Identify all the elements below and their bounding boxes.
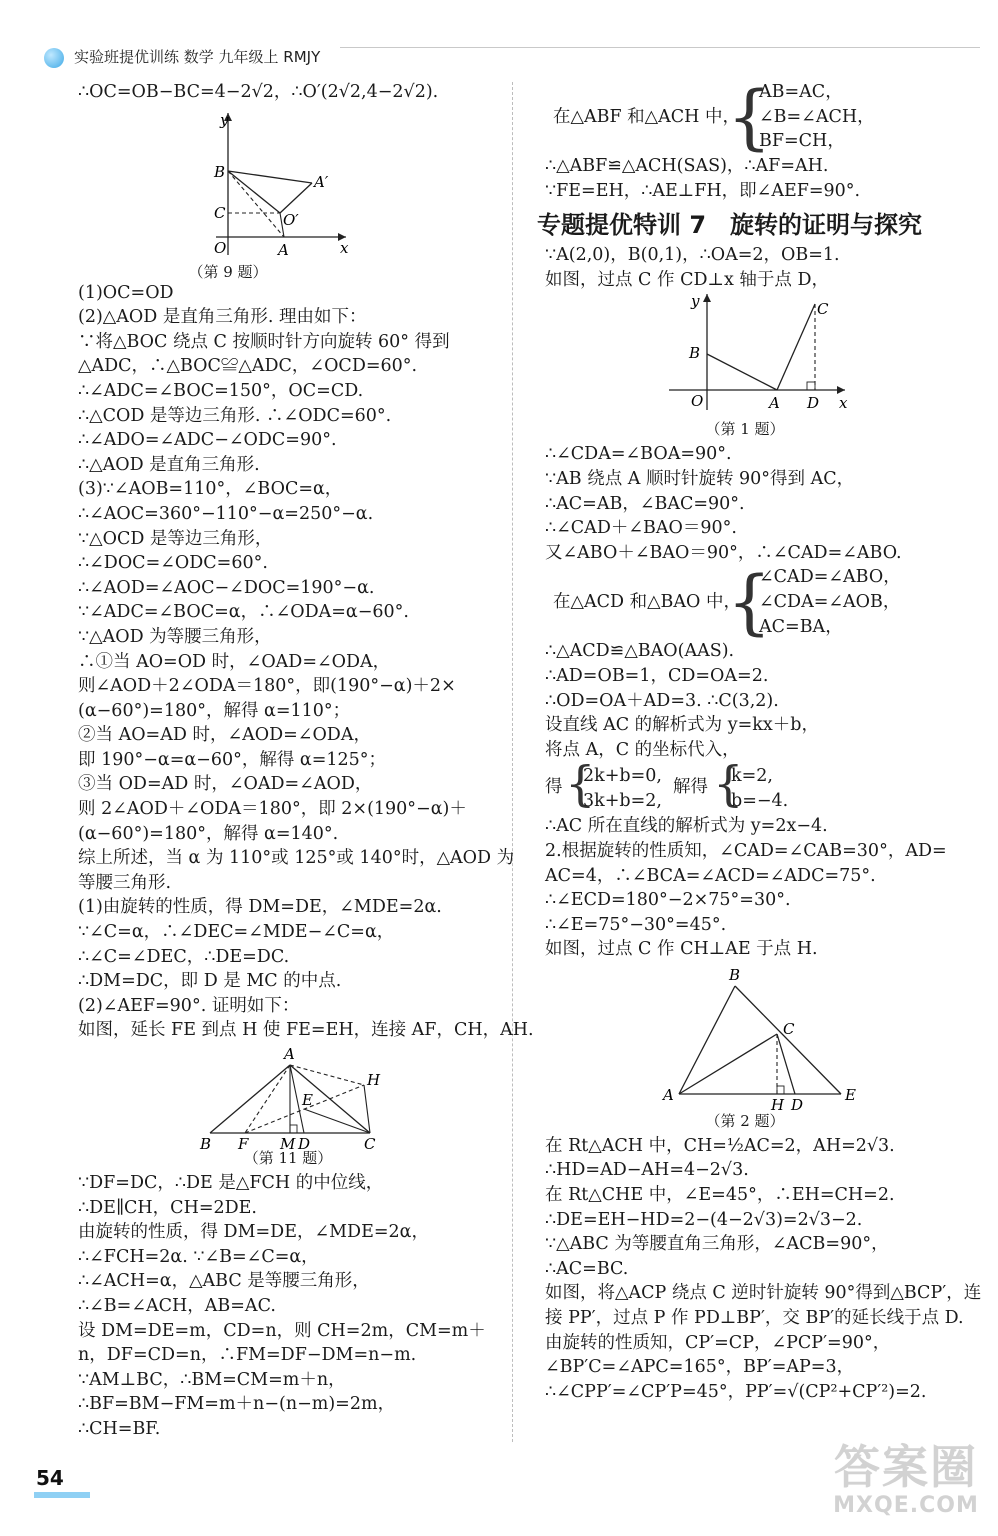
text-line: ∵∠ADC=∠BOC=α，∴∠ODA=α−60°.: [78, 602, 409, 623]
text-line: ∴∠C=∠DEC，∴DE=DC.: [78, 946, 290, 967]
text-line: ∵AB 绕点 A 顺时针旋转 90°得到 AC，: [545, 468, 855, 489]
text-line: ∴∠CAD＋∠BAO＝90°.: [545, 518, 737, 539]
text-line: 将点 A，C 的坐标代入，: [545, 739, 740, 760]
svg-text:C: C: [364, 1135, 376, 1149]
figure-11: [78, 1043, 508, 1171]
text-line: 则∠AOD＋2∠ODA＝180°，即(190°−α)＋2×: [78, 676, 456, 697]
equation-system: [545, 561, 985, 644]
figure-2: [545, 962, 985, 1134]
svg-text:B: B: [729, 965, 741, 984]
solution-block: [78, 1171, 508, 1442]
fig9-label: y: [220, 110, 229, 129]
text-line: ∴∠CPP′=∠CP′P=45°，PP′=√(CP²+CP′²)=2.: [545, 1381, 927, 1402]
brace: {: [727, 76, 772, 158]
figure-1-diagram: [545, 292, 985, 420]
svg-text:D: D: [298, 1135, 311, 1149]
solution-block: [545, 1134, 985, 1405]
text-line: n，DF=CD=n，∴FM=DF−DM=n−m.: [78, 1345, 417, 1366]
text-line: (1)由旋转的性质，得 DM=DE，∠MDE=2α.: [78, 897, 442, 918]
svg-text:C: C: [783, 1019, 795, 1038]
solution-block: [545, 814, 985, 962]
text-line: ∴DM=DC，即 D 是 MC 的中点.: [78, 971, 342, 992]
text-line: ∴∠ADC=∠BOC=150°，OC=CD.: [78, 380, 364, 401]
text-line: ∴AD=OB=1，CD=OA=2.: [545, 665, 769, 686]
text-line: ∴△ACD≌△BAO(AAS).: [545, 641, 735, 662]
text-line: ∴OD=OA＋AD=3. ∴C(3,2).: [545, 690, 779, 711]
text-line: 接 PP′，过点 P 作 PD⊥BP′，交 BP′的延长线于点 D.: [545, 1308, 964, 1329]
text-line: ∵△OCD 是等边三角形，: [78, 528, 273, 549]
text-line: 如图，过点 C 作 CD⊥x 轴于点 D，: [545, 269, 829, 290]
text-line: △ADC，∴△BOC≌△ADC，∠OCD=60°.: [78, 356, 418, 377]
watermark: 答案圈 MXQE.COM: [833, 1440, 979, 1518]
right-column: [537, 76, 985, 1404]
text-line: ∵∠C=α，∴∠DEC=∠MDE−∠C=α，: [78, 922, 395, 943]
text-line: ∴∠DOC=∠ODC=60°.: [78, 553, 268, 574]
text-line: 由旋转的性质，得 DM=DE，∠MDE=2α，: [78, 1222, 429, 1243]
text-line: (α−60°)=180°，解得 α=140°.: [78, 823, 339, 844]
svg-text:A: A: [278, 240, 289, 259]
text-line: 如图，将△ACP 绕点 C 逆时针旋转 90°得到△BCP′，连: [545, 1283, 982, 1304]
text-line: 如图，延长 FE 到点 H 使 FE=EH，连接 AF，CH，AH.: [78, 1020, 534, 1041]
solution-block: [78, 281, 534, 1043]
svg-text:x: x: [839, 394, 848, 413]
text-line: 在 Rt△ACH 中，CH=½AC=2，AH=2√3.: [545, 1135, 895, 1156]
svg-text:O: O: [214, 238, 227, 257]
svg-text:A: A: [284, 1045, 295, 1063]
svg-text:C: C: [214, 203, 226, 222]
text-line: ∵A(2,0)，B(0,1)，∴OA=2，OB=1.: [545, 245, 840, 266]
system-prefix: 在△ACD 和△BAO 中，: [553, 592, 741, 613]
svg-text:F: F: [238, 1135, 249, 1149]
svg-text:H: H: [367, 1071, 381, 1089]
text-line: ∵△AOD 为等腰三角形，: [78, 626, 272, 647]
svg-text:E: E: [302, 1091, 313, 1109]
text-line: ∴∠CDA=∠BOA=90°.: [545, 444, 732, 465]
text-line: (α−60°)=180°，解得 α=110°；: [78, 700, 351, 721]
text-line: (2)∠AEF=90°. 证明如下：: [78, 995, 300, 1016]
figure-caption: （第 1 题）: [705, 420, 785, 439]
section-title: 专题提优特训 7 旋转的证明与探究: [537, 211, 923, 240]
system-rows: 2k+b=0, 3k+b=2,: [583, 766, 662, 811]
solution-block: [545, 154, 985, 203]
svg-text:A: A: [663, 1085, 674, 1104]
system-prefix: 在△ABF 和△ACH 中，: [553, 107, 740, 127]
text-line: ∴∠ECD=180°−2×75°=30°.: [545, 890, 791, 911]
text-line: ∵FE=EH，∴AE⊥FH，即∠AEF=90°.: [545, 180, 861, 201]
text-line: 综上所述，当 α 为 110°或 125°或 140°时，△AOD 为: [78, 848, 515, 869]
text-line: (2)△AOD 是直角三角形. 理由如下：: [78, 307, 367, 328]
figure-caption: （第 11 题）: [243, 1149, 333, 1167]
svg-text:A: A: [769, 394, 780, 413]
figure-caption: （第 9 题）: [188, 262, 268, 281]
figure-1: [545, 292, 985, 442]
text-line: 即 190°−α=α−60°，解得 α=125°；: [78, 749, 387, 770]
text-line: ③当 OD=AD 时，∠OAD=∠AOD，: [78, 774, 373, 795]
svg-text:O′: O′: [283, 210, 299, 229]
text-line: ∴①当 AO=OD 时，∠OAD=∠ODA，: [78, 651, 391, 672]
page-header: [0, 0, 998, 70]
text-line: ∴△COD 是等边三角形. ∴∠ODC=60°.: [78, 405, 392, 426]
text-line: ∴∠E=75°−30°=45°.: [545, 914, 727, 935]
text-line: ∴AC=BC.: [545, 1258, 629, 1279]
text-line: ∴∠FCH=2α. ∵∠B=∠C=α，: [78, 1246, 319, 1267]
system-rows: k=2, b=−4.: [731, 766, 789, 811]
text-line: ②当 AO=AD 时，∠AOD=∠ODA，: [78, 725, 371, 746]
text-line: 在 Rt△CHE 中，∠E=45°，∴EH=CH=2.: [545, 1185, 895, 1206]
text-line: ∵DF=DC，∴DE 是△FCH 的中位线，: [78, 1173, 384, 1193]
header-title: 实验班提优训练 数学 九年级上 RMJY: [74, 48, 321, 66]
text-line: 又∠ABO＋∠BAO＝90°，∴∠CAD=∠ABO.: [545, 542, 902, 563]
svg-text:O: O: [691, 392, 704, 411]
brace: {: [565, 756, 596, 813]
equation-solve: 得 { 2k+b=0, 3k+b=2, 解得 { k=2, b=−4.: [545, 756, 789, 813]
svg-text:A′: A′: [314, 172, 329, 191]
brace: {: [713, 756, 744, 813]
text-line: ∴∠AOC=360°−110°−α=250°−α.: [78, 503, 374, 524]
text-line: 设 DM=DE=m，CD=n，则 CH=2m，CM=m＋: [78, 1320, 486, 1341]
svg-text:B: B: [689, 344, 701, 363]
text-line: ∴△ABF≌△ACH(SAS)，∴AF=AH.: [545, 156, 829, 176]
solution-block: [545, 442, 985, 565]
left-column: [78, 80, 534, 1442]
text-line: ∴△AOD 是直角三角形.: [78, 454, 260, 475]
svg-text:B: B: [200, 1135, 212, 1149]
text-line: (1)OC=OD: [78, 282, 174, 303]
text-line: (3)∵∠AOB=110°，∠BOC=α，: [78, 479, 343, 500]
text-line: ∵将△BOC 绕点 C 按顺时针方向旋转 60° 得到: [78, 331, 450, 352]
text-line: ∴HD=AD−AH=4−2√3.: [545, 1160, 749, 1181]
text-line: 2.根据旋转的性质知，∠CAD=∠CAB=30°，AD=: [545, 840, 947, 861]
svg-text:D: D: [791, 1095, 804, 1110]
brace: {: [727, 561, 772, 644]
text-line: ∴DE∥CH，CH=2DE.: [78, 1197, 257, 1218]
text-line: ∴∠B=∠ACH，AB=AC.: [78, 1295, 276, 1316]
svg-text:C: C: [817, 300, 829, 319]
text-line: 设直线 AC 的解析式为 y=kx＋b，: [545, 715, 819, 736]
solution-block: [545, 639, 985, 762]
svg-text:M: M: [280, 1135, 296, 1149]
text-line: AC=4，∴∠BCA=∠ACD=∠ADC=75°.: [545, 865, 876, 886]
text-line: ∴DE=EH−HD=2−(4−2√3)=2√3−2.: [545, 1209, 863, 1230]
text-line: ∴BF=BM−FM=m＋n−(n−m)=2m，: [78, 1394, 396, 1415]
svg-text:E: E: [845, 1085, 856, 1104]
text-line: ∠BP′C=∠APC=165°，BP′=AP=3，: [545, 1357, 855, 1378]
text-line: 由旋转的性质知，CP′=CP，∠PCP′=90°，: [545, 1332, 891, 1353]
logo-icon: [44, 48, 64, 68]
svg-text:x: x: [340, 238, 349, 257]
text-line: ∴∠AOD=∠AOC−∠DOC=190°−α.: [78, 577, 375, 598]
figure-11-diagram: [78, 1043, 508, 1149]
svg-text:B: B: [214, 162, 226, 181]
page-number-bar: [34, 1492, 90, 1498]
text-line: 等腰三角形.: [78, 872, 172, 893]
svg-text:H: H: [771, 1095, 785, 1110]
text-line: ∵△ABC 为等腰直角三角形，∠ACB=90°，: [545, 1234, 889, 1255]
text-line: ∵AM⊥BC，∴BM=CM=m＋n，: [78, 1369, 346, 1390]
header-rule: [340, 47, 980, 48]
text-line: ∴CH=BF.: [78, 1418, 161, 1439]
system-rows: ∠CAD=∠ABO， ∠CDA=∠AOB， AC=BA，: [759, 567, 901, 637]
figure-9: [78, 105, 508, 281]
text-line: 则 2∠AOD＋∠ODA＝180°，即 2×(190°−α)＋: [78, 799, 467, 820]
system-rows: AB=AC， ∠B=∠ACH， BF=CH，: [759, 82, 875, 152]
figure-caption: （第 2 题）: [705, 1111, 785, 1130]
text-line: ∴AC 所在直线的解析式为 y=2x−4.: [545, 816, 828, 837]
figure-2-diagram: [545, 962, 985, 1110]
solution-block: [545, 243, 985, 292]
figure-9-diagram: [78, 105, 508, 261]
column-divider: [512, 82, 513, 1442]
text-line: ∴OC=OB−BC=4−2√2，∴O′(2√2,4−2√2).: [78, 82, 439, 102]
text-line: ∴AC=AB，∠BAC=90°.: [545, 493, 745, 514]
svg-text:D: D: [807, 394, 820, 413]
equation-system: [545, 76, 985, 158]
page-number: 54: [36, 1466, 64, 1490]
svg-text:y: y: [691, 292, 700, 311]
text-line: 如图，过点 C 作 CH⊥AE 于点 H.: [545, 939, 818, 960]
text-line: ∴∠ADO=∠ADC−∠ODC=90°.: [78, 430, 337, 451]
text-line: ∴∠ACH=α，△ABC 是等腰三角形，: [78, 1271, 370, 1292]
